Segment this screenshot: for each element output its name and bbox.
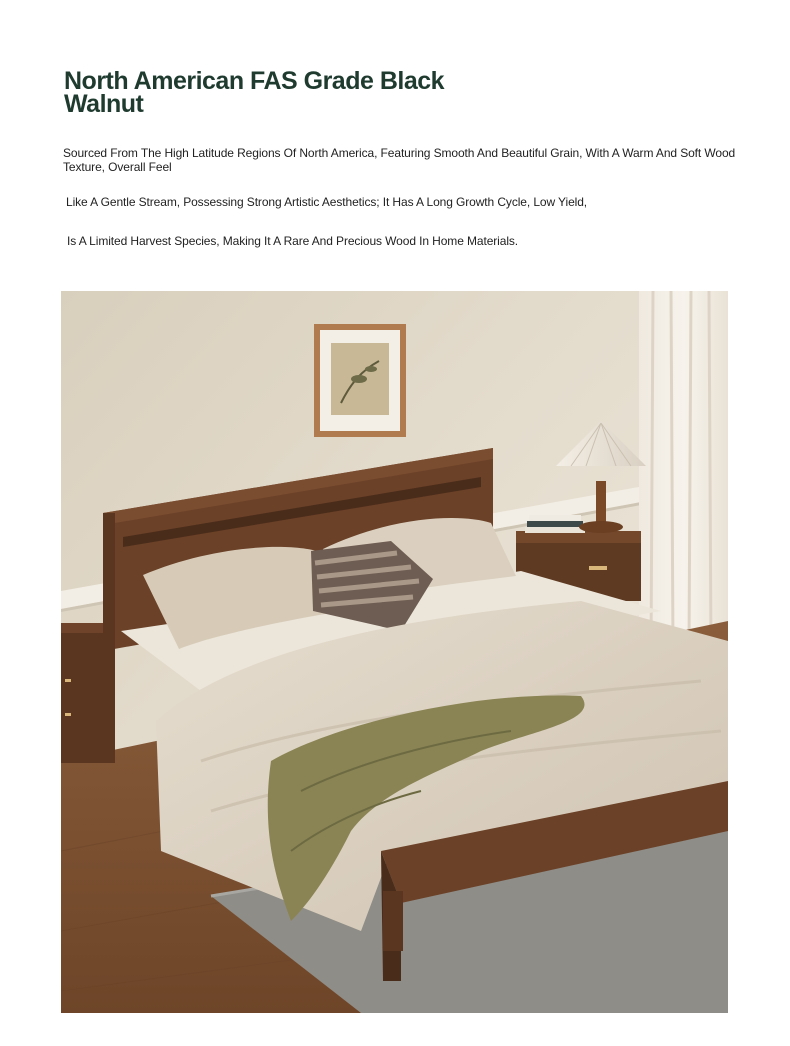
bedroom-illustration	[61, 291, 728, 1013]
product-photo	[61, 291, 728, 1013]
description-paragraph-2: Like A Gentle Stream, Possessing Strong Artistic Aesthetics; It Has A Long Growth Cycle, Low Yield,	[66, 195, 588, 209]
description-paragraph-1: Sourced From The High Latitude Regions Of North America, Featuring Smooth And Beautiful Grain, With A Warm And Soft Wood Texture, Overall Feel	[63, 146, 736, 174]
description-paragraph-3: Is A Limited Harvest Species, Making It A Rare And Precious Wood In Home Materials.	[67, 234, 519, 248]
framed-picture	[314, 324, 406, 437]
page-title: North American FAS Grade Black Walnut	[64, 67, 445, 118]
